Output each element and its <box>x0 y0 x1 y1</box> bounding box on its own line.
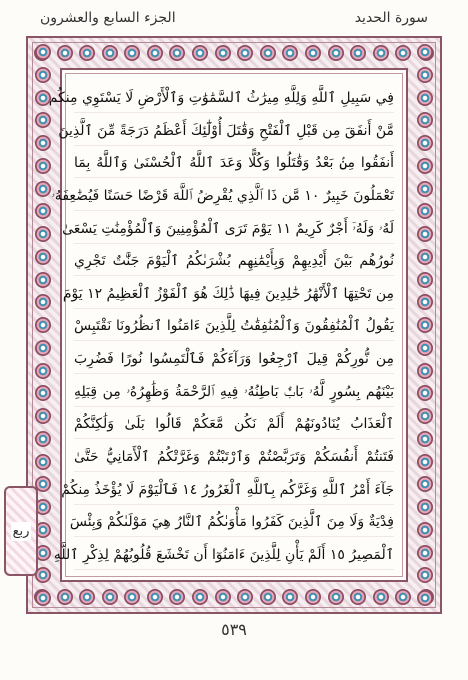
rosette-ornament <box>124 45 140 61</box>
ornament-border-bottom <box>34 586 434 608</box>
rosette-ornament <box>417 135 433 151</box>
rosette-ornament <box>417 590 433 606</box>
rosette-ornament <box>417 158 433 174</box>
rosette-ornament <box>305 45 321 61</box>
rosette-ornament <box>417 44 433 60</box>
surah-header: سورة الحديد <box>354 10 428 26</box>
ornament-border-right <box>414 44 436 606</box>
verse-lines <box>48 84 394 570</box>
rosette-ornament <box>417 567 433 583</box>
rosette-ornament <box>417 363 433 379</box>
rosette-ornament <box>57 45 73 61</box>
rosette-ornament <box>417 203 433 219</box>
rosette-ornament <box>215 45 231 61</box>
verse-line: مَّنْ أَنفَقَ مِن قَبْلِ ٱلْفَتْحِ وَقَٰتَلَ أُوْلَٰٓئِكَ أَعْظَمُ دَرَجَةً مِّنَ ٱلَّذِينَ <box>74 117 394 146</box>
rosette-ornament <box>35 272 51 288</box>
verse-line: أَنفَقُوا مِنۢ بَعْدُ وَقَٰتَلُوا وَكُلًّا وَعَدَ ٱللَّهُ ٱلْحُسْنَىٰ وَٱللَّهُ بِمَا <box>74 149 394 178</box>
verse-line: تَعْمَلُونَ خَبِيرٌ ١٠ مَّن ذَا ٱلَّذِي يُقْرِضُ ٱللَّهَ قَرْضًا حَسَنًا فَيُضَٰعِفَهُۥ <box>74 182 394 211</box>
rosette-ornament <box>35 408 51 424</box>
rosette-ornament <box>35 385 51 401</box>
rosette-ornament <box>57 589 73 605</box>
rosette-ornament <box>417 545 433 561</box>
verse-line: ٱلْعَذَابُ يُنَادُونَهُمْ أَلَمْ نَكُن مَّعَكُمْ قَالُوا بَلَىٰ وَلَٰكِنَّكُمْ <box>74 410 394 439</box>
verse-line: ٱلْمَصِيرُ ١٥ أَلَمْ يَأْنِ لِلَّذِينَ ءَامَنُوٓا أَن تَخْشَعَ قُلُوبُهُمْ لِذِكْرِ ٱللَّهِ <box>74 541 394 570</box>
rosette-ornament <box>417 249 433 265</box>
rosette-ornament <box>417 67 433 83</box>
hizb-quarter-marker <box>4 486 38 576</box>
rosette-ornament <box>305 589 321 605</box>
rosette-ornament <box>169 589 185 605</box>
rosette-ornament <box>282 45 298 61</box>
rosette-ornament <box>192 589 208 605</box>
page-frame <box>26 36 442 614</box>
rosette-ornament <box>350 45 366 61</box>
verse-line: جَآءَ أَمْرُ ٱللَّهِ وَغَرَّكُم بِٱللَّهِ ٱلْغَرُورُ ١٤ فَٱلْيَوْمَ لَا يُؤْخَذُ مِنكُمْ <box>74 476 394 505</box>
rosette-ornament <box>395 45 411 61</box>
rosette-ornament <box>395 589 411 605</box>
text-panel <box>48 68 408 582</box>
rosette-ornament <box>147 45 163 61</box>
verse-line: مِن نُّورِكُمْ قِيلَ ٱرْجِعُوا وَرَآءَكُمْ فَٱلْتَمِسُوا نُورًا فَضُرِبَ <box>74 345 394 374</box>
rosette-ornament <box>79 45 95 61</box>
verse-line: بَيْنَهُم بِسُورٍ لَّهُۥ بَابٌۢ بَاطِنُهُۥ فِيهِ ٱلرَّحْمَةُ وَظَٰهِرُهُۥ مِن قِبَلِهِ <box>74 378 394 407</box>
rosette-ornament <box>35 363 51 379</box>
rosette-ornament <box>417 181 433 197</box>
juz-header: الجزء السابع والعشرون <box>40 10 176 26</box>
rosette-ornament <box>282 589 298 605</box>
rosette-ornament <box>417 112 433 128</box>
rosette-ornament <box>417 431 433 447</box>
rosette-ornament <box>35 135 51 151</box>
rosette-ornament <box>328 45 344 61</box>
verse-line: يَقُولُ ٱلْمُنَٰفِقُونَ وَٱلْمُنَٰفِقَٰتُ لِلَّذِينَ ءَامَنُوا ٱنظُرُونَا نَقْتَبِسْ <box>74 312 394 341</box>
rosette-ornament <box>417 499 433 515</box>
rosette-ornament <box>79 589 95 605</box>
rosette-ornament <box>102 45 118 61</box>
rosette-ornament <box>237 45 253 61</box>
rosette-ornament <box>35 67 51 83</box>
rosette-ornament <box>260 589 276 605</box>
rosette-ornament <box>417 340 433 356</box>
rosette-ornament <box>417 476 433 492</box>
verse-line: فَتَنتُمْ أَنفُسَكُمْ وَتَرَبَّصْتُمْ وَٱرْتَبْتُمْ وَغَرَّتْكُمُ ٱلْأَمَانِيُّ حَتَّىٰ <box>74 443 394 472</box>
verse-line: لَهُۥ وَلَهُۥٓ أَجْرٌ كَرِيمٌ ١١ يَوْمَ تَرَى ٱلْمُؤْمِنِينَ وَٱلْمُؤْمِنَٰتِ يَسْعَىٰ <box>74 215 394 244</box>
rosette-ornament <box>35 158 51 174</box>
rosette-ornament <box>328 589 344 605</box>
rosette-ornament <box>124 589 140 605</box>
rosette-ornament <box>35 317 51 333</box>
rosette-ornament <box>417 317 433 333</box>
rosette-ornament <box>35 226 51 242</box>
rosette-ornament <box>417 454 433 470</box>
rosette-ornament <box>169 45 185 61</box>
rosette-ornament <box>35 294 51 310</box>
verse-line: نُورُهُم بَيْنَ أَيْدِيهِمْ وَبِأَيْمَٰنِهِم بُشْرَىٰكُمُ ٱلْيَوْمَ جَنَّٰتٌ تَجْرِي <box>74 247 394 276</box>
rosette-ornament <box>102 589 118 605</box>
rosette-ornament <box>35 181 51 197</box>
rosette-ornament <box>35 249 51 265</box>
rosette-ornament <box>215 589 231 605</box>
rosette-ornament <box>417 385 433 401</box>
rosette-ornament <box>35 44 51 60</box>
rosette-ornament <box>260 45 276 61</box>
rosette-ornament <box>35 454 51 470</box>
rosette-ornament <box>35 590 51 606</box>
rosette-ornament <box>417 294 433 310</box>
rosette-ornament <box>192 45 208 61</box>
rosette-ornament <box>35 112 51 128</box>
rosette-ornament <box>350 589 366 605</box>
rosette-ornament <box>147 589 163 605</box>
rosette-ornament <box>35 340 51 356</box>
verse-line: فِدْيَةٌ وَلَا مِنَ ٱلَّذِينَ كَفَرُوا مَأْوَىٰكُمُ ٱلنَّارُ هِيَ مَوْلَىٰكُمْ وَبِئْسَ <box>74 508 394 537</box>
rosette-ornament <box>417 408 433 424</box>
rosette-ornament <box>35 431 51 447</box>
hizb-marker-label: ربع <box>12 523 30 539</box>
verse-line: مِن تَحْتِهَا ٱلْأَنْهَٰرُ خَٰلِدِينَ فِيهَا ذَٰلِكَ هُوَ ٱلْفَوْزُ ٱلْعَظِيمُ ١٢ يَوْمَ <box>74 280 394 309</box>
rosette-ornament <box>417 226 433 242</box>
rosette-ornament <box>417 522 433 538</box>
page-number: ٥٣٩ <box>221 620 247 639</box>
ornament-border-top <box>34 42 434 64</box>
rosette-ornament <box>35 203 51 219</box>
rosette-ornament <box>373 45 389 61</box>
rosette-ornament <box>237 589 253 605</box>
rosette-ornament <box>417 90 433 106</box>
rosette-ornament <box>373 589 389 605</box>
verse-line: فِي سَبِيلِ ٱللَّهِ وَلِلَّهِ مِيرَٰثُ ٱلسَّمَٰوَٰتِ وَٱلْأَرْضِ لَا يَسْتَوِي مِنكُم <box>74 84 394 113</box>
rosette-ornament <box>417 272 433 288</box>
